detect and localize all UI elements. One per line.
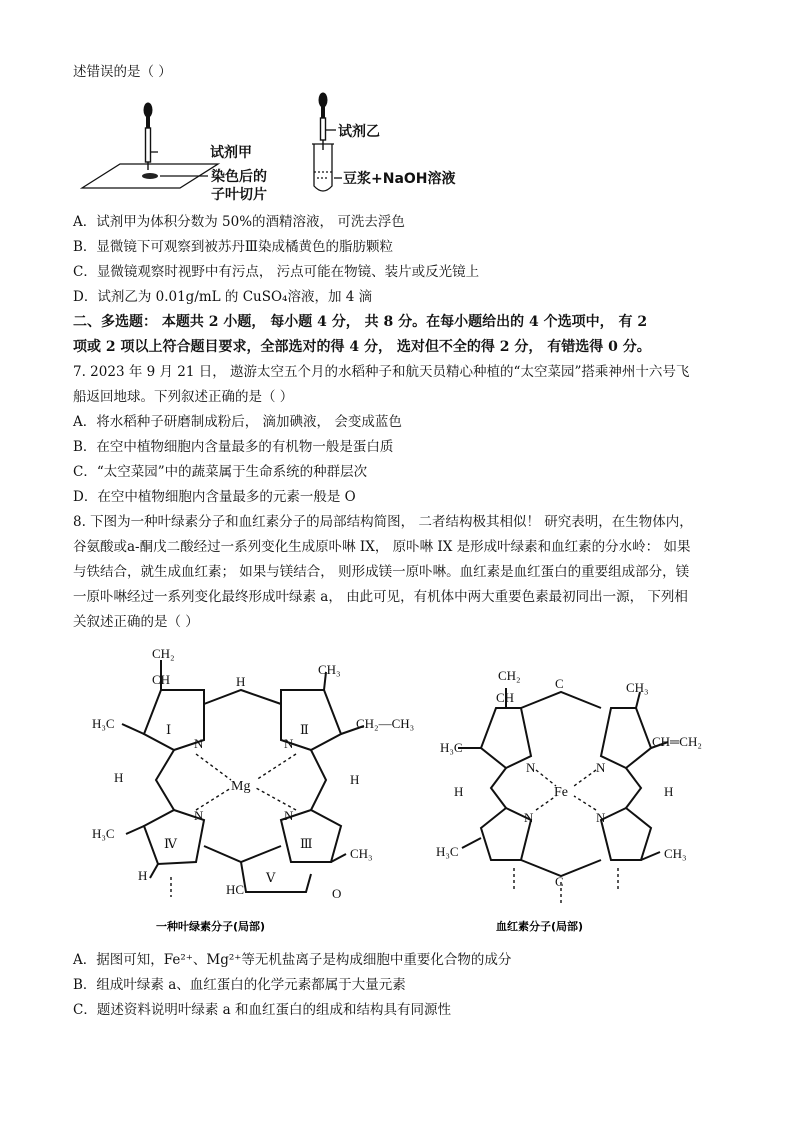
q6-option-c: C．显微镜观察时视野中有污点， 污点可能在物镜、装片或反光镜上: [73, 264, 480, 280]
heme-group-ch: CH: [496, 690, 515, 705]
group-ch2: CH₂: [152, 646, 175, 661]
ring-label-2: Ⅱ: [300, 722, 309, 737]
heme-c-bottom: C: [555, 874, 564, 889]
q8-option-b: B．组成叶绿素 a、血红蛋白的化学元素都属于大量元素: [73, 977, 406, 993]
ring-label-3: Ⅲ: [300, 836, 313, 851]
heme-atom-n4: N: [596, 810, 606, 825]
q6-option-b: B．显微镜下可观察到被苏丹Ⅲ染成橘黄色的脂肪颗粒: [73, 239, 393, 255]
heme-group-ch3-lower: CH₃: [664, 846, 687, 861]
atom-o: O: [332, 886, 342, 901]
heme-labels: [436, 668, 702, 889]
group-h-left: H: [114, 770, 124, 785]
q7-option-c: C．“太空菜园”中的蔬菜属于生命系统的种群层次: [73, 464, 368, 480]
ring-label-1: Ⅰ: [166, 722, 172, 737]
chlorophyll-labels: [92, 646, 414, 901]
group-ch3-lower: CH₃: [350, 846, 373, 861]
heme-caption: 血红素分子(局部): [496, 920, 584, 933]
group-h-top: H: [236, 674, 246, 689]
heme-atom-n1: N: [526, 760, 536, 775]
q8-option-c: C．题述资料说明叶绿素 a 和血红蛋白的组成和结构具有同源性: [73, 1002, 451, 1018]
label-reagent-b: 试剂乙: [338, 124, 380, 140]
group-h-lower: H: [138, 868, 148, 883]
label-test-tube: 豆浆+NaOH溶液: [343, 171, 456, 187]
test-tube-icon: [312, 144, 342, 191]
q7-option-a: A．将水稻种子研磨制成粉后， 滴加碘液， 会变成蓝色: [73, 414, 402, 430]
q8-stem-line5: 关叙述正确的是（ ）: [73, 614, 199, 630]
group-ch3-top: CH₃: [318, 662, 341, 677]
q8-stem-line1: 8. 下图为一种叶绿素分子和血红素分子的局部结构简图， 二者结构极其相似！ 研究表明，在生物体内，: [73, 514, 693, 530]
heme-c-top: C: [555, 676, 564, 691]
q8-stem-line3: 与铁结合，就生成血红素； 如果与镁结合， 则形成镁一原卟啉。血红素是血红蛋白的重要组成部分，镁: [73, 564, 690, 580]
atom-n3: N: [194, 808, 204, 823]
dropper-b-icon: [319, 93, 336, 150]
group-ethyl: CH₂—CH₃: [356, 716, 415, 731]
q8-option-a: A．据图可知，Fe²⁺、Mg²⁺等无机盐离子是构成细胞中重要化合物的成分: [73, 952, 512, 968]
heme-group-h3c-left: H₃C: [440, 740, 463, 755]
section-header-line1: 二、多选题： 本题共 2 小题， 每小题 4 分， 共 8 分。在每小题给出的 4 个选项中， 有 2: [73, 314, 648, 330]
ring-label-5: Ⅴ: [266, 870, 276, 885]
group-ch: CH: [152, 672, 171, 687]
heme-group-h3c-lower: H₃C: [436, 844, 459, 859]
label-slice-line1: 染色后的: [211, 169, 267, 185]
q7-stem-line2: 船返回地球。下列叙述正确的是（ ）: [73, 389, 294, 405]
q6-option-a: A．试剂甲为体积分数为 50%的酒精溶液， 可洗去浮色: [73, 214, 405, 230]
heme-structure-diagram: [436, 668, 736, 940]
q8-stem-line4: 一原卟啉经过一系列变化最终形成叶绿素 a， 由此可见，有机体中两大重要色素最初同出一源， 下列相: [73, 589, 688, 605]
group-h3c-lower: H₃C: [92, 826, 115, 841]
section-header-line2: 项或 2 项以上符合题目要求，全部选对的得 4 分， 选对但不全的得 2 分， 有错选得 0 分。: [73, 339, 651, 355]
q7-option-d: D．在空中植物细胞内含量最多的元素一般是 O: [73, 489, 356, 505]
atom-n1: N: [194, 736, 204, 751]
chlorophyll-structure-diagram: [86, 642, 426, 942]
q6-option-d: D．试剂乙为 0.01g/mL 的 CuSO₄溶液，加 4 滴: [73, 289, 373, 305]
heme-h-right: H: [664, 784, 674, 799]
ring-label-4: Ⅳ: [164, 836, 177, 851]
heme-group-ch2: CH₂: [498, 668, 521, 683]
group-h3c-left: H₃C: [92, 716, 115, 731]
atom-n2: N: [284, 736, 294, 751]
question-stem-tail: 述错误的是（ ）: [73, 64, 172, 80]
group-h-right: H: [350, 772, 360, 787]
q7-option-b: B．在空中植物细胞内含量最多的有机物一般是蛋白质: [73, 439, 394, 455]
heme-group-vinyl: CH═CH₂: [652, 734, 702, 749]
heme-h-left: H: [454, 784, 464, 799]
heme-atom-n3: N: [524, 810, 534, 825]
heme-group-ch3-top: CH₃: [626, 680, 649, 695]
label-slice-line2: 子叶切片: [211, 187, 267, 203]
slice-specimen-icon: [142, 173, 158, 179]
atom-mg: Mg: [231, 779, 251, 794]
group-hc: HC: [226, 882, 245, 897]
q8-stem-line2: 谷氨酸或a-酮戊二酸经过一系列变化生成原卟啉 IX， 原卟啉 IX 是形成叶绿素和血红素的分水岭： 如果: [73, 539, 691, 555]
atom-n4: N: [284, 808, 294, 823]
heme-atom-n2: N: [596, 760, 606, 775]
chlorophyll-caption: 一种叶绿素分子(局部): [156, 920, 266, 933]
dropper-a-icon: [144, 103, 158, 170]
q7-stem-line1: 7. 2023 年 9 月 21 日， 遨游太空五个月的水稻种子和航天员精心种植的“太空菜园”搭乘神州十六号飞: [73, 364, 690, 380]
heme-atom-fe: Fe: [554, 785, 568, 800]
label-reagent-a: 试剂甲: [210, 145, 252, 161]
